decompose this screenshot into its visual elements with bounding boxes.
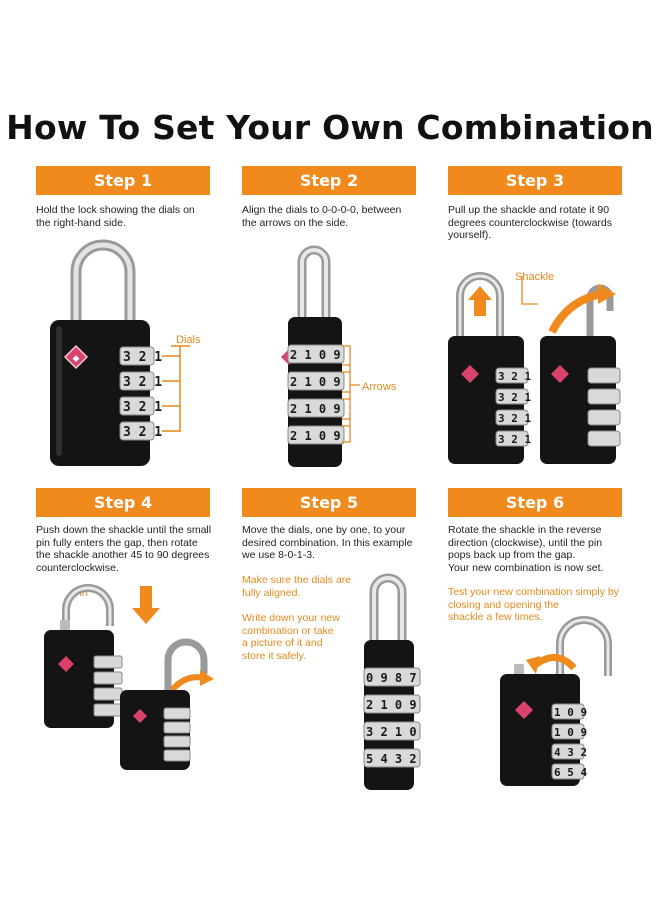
- dial-2: 2 1 0 9: [290, 375, 341, 389]
- step-5-tip-record: Write down your new combination or take a picture of it and store it safely.: [242, 612, 340, 662]
- arrows-label: Arrows: [362, 381, 397, 393]
- dial-2: 1 0 9: [554, 726, 588, 739]
- dial-2: 2 1 0 9: [366, 698, 417, 712]
- dial-3: 3 2 1: [498, 412, 532, 425]
- dial-1: 1 0 9: [554, 706, 588, 719]
- step-6-lock-illustration: [490, 604, 630, 790]
- step-3-lock-illustration: [440, 256, 630, 466]
- dials-label: Dials: [176, 334, 201, 346]
- step-2-lock-illustration: [280, 232, 360, 472]
- dial-4: 3 2 1: [498, 433, 532, 446]
- step-5-tip-alignment: Make sure the dials are fully aligned.: [242, 574, 352, 599]
- dial-2: 3 2 1: [123, 375, 163, 390]
- step-6-tip-test: Test your new combination simply by closing and opening the shackle a few times.: [448, 586, 619, 623]
- dial-3: 4 3 2: [554, 746, 588, 759]
- dial-1: 0 9 8 7: [366, 671, 417, 685]
- step-5-description: Move the dials, one by one, to your desired combination. In this example we use 8-0-1-3.: [242, 524, 413, 561]
- dial-3: 2 1 0 9: [290, 402, 341, 416]
- step-6-banner: Step 6: [448, 488, 622, 517]
- step-3-description: Pull up the shackle and rotate it 90 degrees counterclockwise (towards yourself).: [448, 204, 612, 241]
- dial-2: 3 2 1: [498, 391, 532, 404]
- dial-4: 3 2 1: [123, 425, 163, 440]
- dial-4: 2 1 0 9: [290, 429, 341, 443]
- step-1-description: Hold the lock showing the dials on the right-hand side.: [36, 204, 195, 229]
- dial-3: 3 2 1 0: [366, 725, 417, 739]
- dial-4: 6 5 4: [554, 766, 588, 779]
- dial-3: 3 2 1: [123, 400, 163, 415]
- step-2-banner: Step 2: [242, 166, 416, 195]
- step-5-lock-illustration: [352, 560, 428, 792]
- step-3-banner: Step 3: [448, 166, 622, 195]
- step-5-banner: Step 5: [242, 488, 416, 517]
- step-4-description: Push down the shackle until the small pin fully enters the gap, then rotate the shackle another 45 to 90 degrees counterclockwise.: [36, 524, 212, 574]
- step-1-banner: Step 1: [36, 166, 210, 195]
- dial-4: 5 4 3 2: [366, 752, 417, 766]
- step-4-banner: Step 4: [36, 488, 210, 517]
- page-title: How To Set Your Own Combination: [6, 108, 654, 147]
- step-2-description: Align the dials to 0-0-0-0, between the arrows on the side.: [242, 204, 402, 229]
- dial-1: 3 2 1: [498, 370, 532, 383]
- pin-label: Pin: [72, 587, 88, 599]
- svg-text:◆: ◆: [72, 353, 80, 363]
- dial-1: 2 1 0 9: [290, 348, 341, 362]
- shackle-label: Shackle: [515, 271, 555, 283]
- step-6-description: Rotate the shackle in the reverse direction (clockwise), until the pin pops back up from the gap. Your new combination is now set.: [448, 524, 604, 574]
- step-4-lock-illustration: [36, 578, 226, 773]
- dial-1: 3 2 1: [123, 350, 163, 365]
- step-1-lock-illustration: [40, 232, 200, 470]
